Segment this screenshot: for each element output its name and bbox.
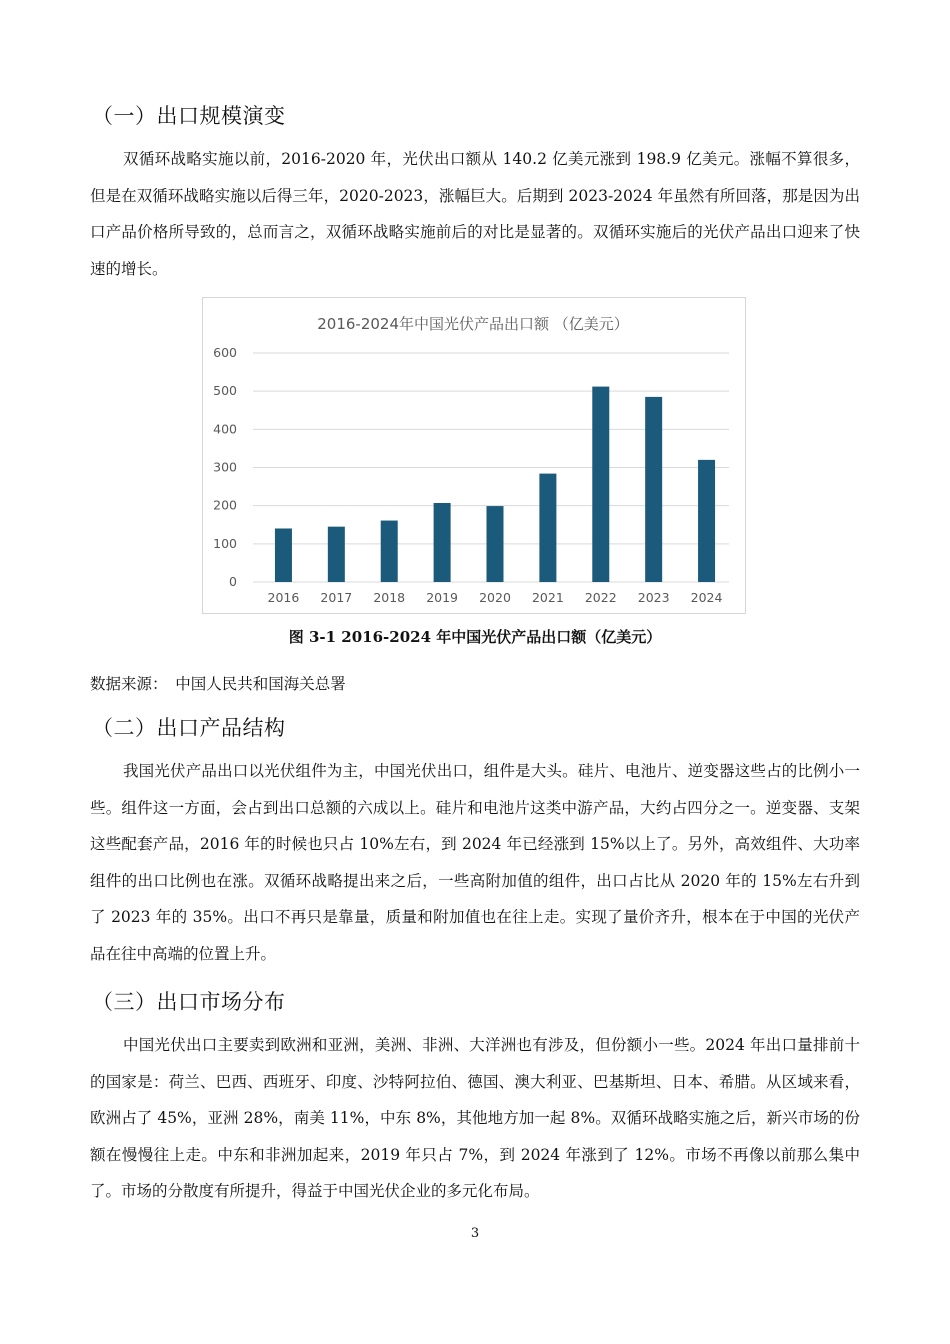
y-tick-label: 600 xyxy=(213,345,237,360)
y-tick-label: 0 xyxy=(229,574,237,589)
y-tick-label: 500 xyxy=(213,383,237,399)
y-tick-label: 300 xyxy=(213,459,237,475)
x-tick-label: 2021 xyxy=(531,590,564,605)
y-axis-ticks xyxy=(213,345,237,589)
bar-2019 xyxy=(434,503,451,582)
bar-chart xyxy=(202,297,746,614)
x-axis-ticks xyxy=(268,590,723,605)
section-heading-2: （二）出口产品结构 xyxy=(92,716,286,740)
bar-2021 xyxy=(539,474,556,582)
x-tick-label: 2024 xyxy=(690,590,723,605)
x-tick-label: 2017 xyxy=(320,590,353,605)
page-number: 3 xyxy=(470,1226,480,1241)
y-tick-label: 200 xyxy=(213,497,237,513)
bar-2017 xyxy=(328,527,345,582)
bar-2018 xyxy=(381,521,398,582)
section-paragraph-2: 我国光伏产品出口以光伏组件为主，中国光伏出口，组件是大头。硅片、电池片、逆变器这些占的比例小一些。组件这一方面，会占到出口总额的六成以上。硅片和电池片这类中游产品，大约占四分之一。逆变器、支架这些配套产品，2016 年的时候也只占 10%左右，到 2024 年已经涨到 15%以上了。另外，高效组件、大功率组件的出口比例也在涨。双循环战略提出来之后，一些高附加值的组件，出口占比从 2020 年的 15%左右升到了 2023 年的 35%。出口不再只是靠量，质量和附加值也在往上走。实现了量价齐升，根本在于中国的光伏产品在往中高端的位置上升。 xyxy=(90,762,860,963)
data-source: 数据来源： 中国人民共和国海关总署 xyxy=(90,675,346,693)
bar-2023 xyxy=(645,397,662,582)
section-paragraph-3: 中国光伏出口主要卖到欧洲和亚洲，美洲、非洲、大洋洲也有涉及，但份额小一些。2024 年出口量排前十的国家是：荷兰、巴西、西班牙、印度、沙特阿拉伯、德国、澳大利亚、巴基斯坦、日本、希腊。从区域来看，欧洲占了 45%，亚洲 28%，南美 11%，中东 8%，其他地方加一起 8%。双循环战略实施之后，新兴市场的份额在慢慢往上走。中东和非洲加起来，2019 年只占 7%，到 2024 年涨到了 12%。市场不再像以前那么集中了。市场的分散度有所提升，得益于中国光伏企业的多元化布局。 xyxy=(90,1036,860,1200)
bar-2016 xyxy=(275,528,292,582)
section-paragraph-1: 双循环战略实施以前，2016-2020 年，光伏出口额从 140.2 亿美元涨到 198.9 亿美元。涨幅不算很多，但是在双循环战略实施以后得三年，2020-2023，涨幅巨大。后期到 2023-2024 年虽然有所回落，那是因为出口产品价格所导致的，总而言之，双循环战略实施前后的对比是显著的。双循环实施后的光伏产品出口迎来了快速的增长。 xyxy=(90,150,860,278)
x-tick-label: 2022 xyxy=(584,590,617,605)
y-tick-label: 400 xyxy=(213,421,237,437)
x-tick-label: 2020 xyxy=(479,590,511,605)
x-tick-label: 2019 xyxy=(426,590,459,605)
x-tick-label: 2016 xyxy=(267,590,300,605)
section-heading-1: （一）出口规模演变 xyxy=(92,104,286,128)
x-tick-label: 2018 xyxy=(373,590,406,605)
chart-title: 2016-2024年中国光伏产品出口额 （亿美元） xyxy=(317,315,629,333)
chart-bars xyxy=(275,387,715,582)
bar-2022 xyxy=(592,387,609,582)
y-tick-label: 100 xyxy=(213,535,237,551)
x-tick-label: 2023 xyxy=(637,590,670,605)
bar-2020 xyxy=(487,506,504,582)
bar-chart-canvas xyxy=(203,298,747,615)
bar-2024 xyxy=(698,460,715,582)
figure-caption: 图 3-1 2016-2024 年中国光伏产品出口额（亿美元） xyxy=(288,628,662,646)
section-heading-3: （三）出口市场分布 xyxy=(92,990,286,1014)
